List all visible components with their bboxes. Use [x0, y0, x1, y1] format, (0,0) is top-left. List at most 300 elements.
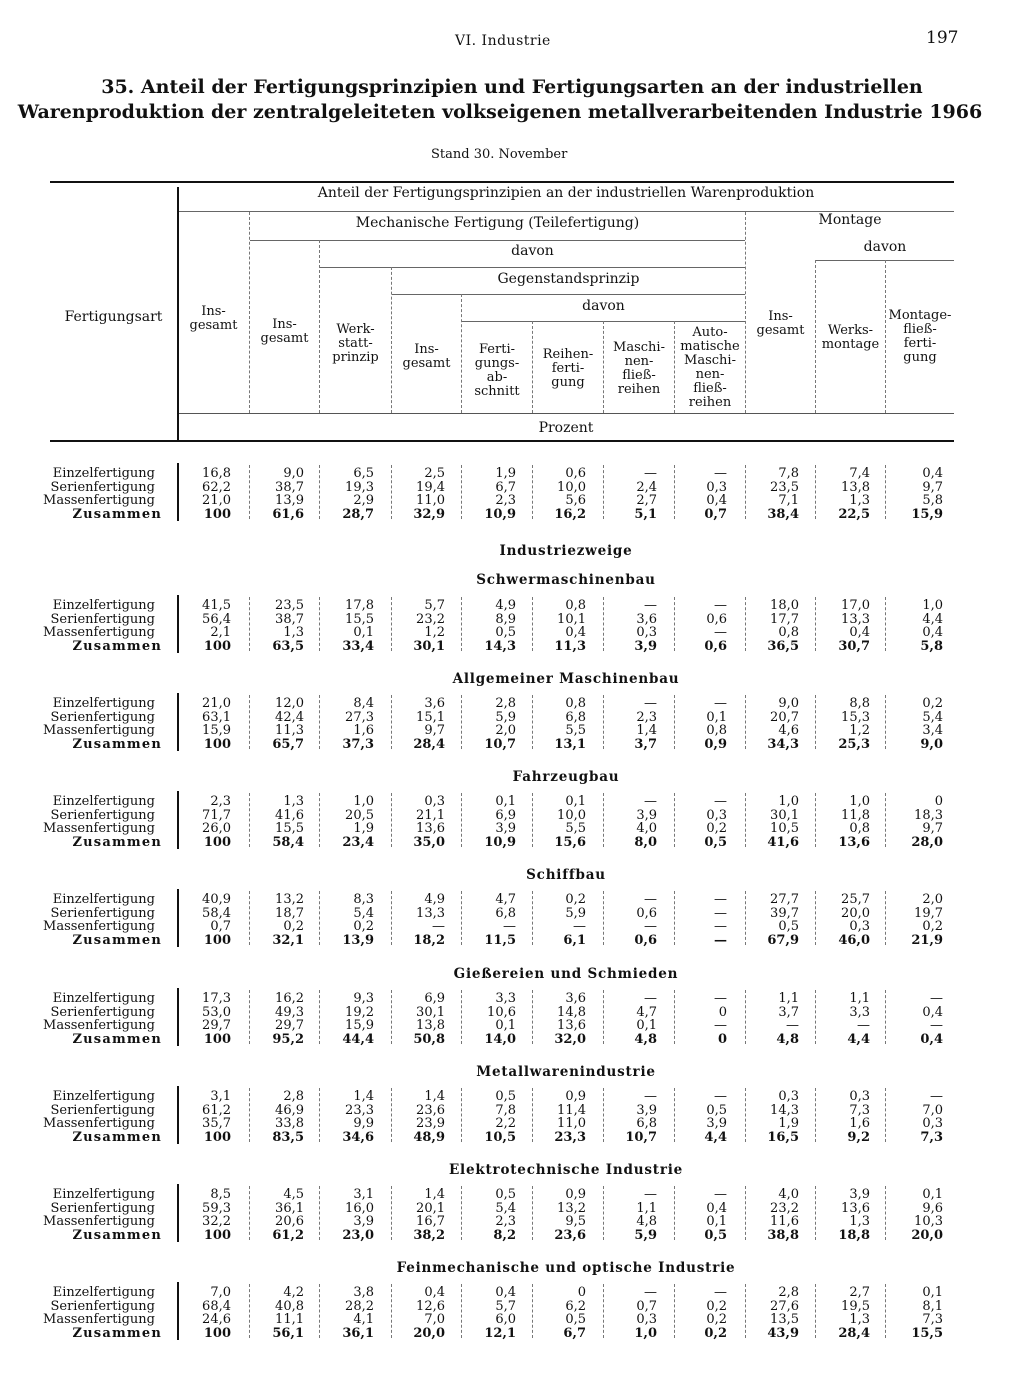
- cell-value: 38,2: [413, 1227, 445, 1243]
- table-title-line1: 35. Anteil der Fertigungsprinzipien und Fertigungsarten an der industriellen: [101, 76, 923, 98]
- cell-value: 7,3: [920, 1129, 943, 1145]
- cell-value: —: [644, 598, 657, 613]
- cell-value: 30,1: [770, 807, 799, 823]
- row-label: Einzelfertigung: [52, 696, 155, 711]
- cell-value: 0,5: [495, 1187, 516, 1202]
- cell-value: 100: [203, 638, 231, 654]
- cell-value: 1,0: [778, 794, 799, 809]
- cell-value: 1,0: [353, 794, 374, 809]
- cell-value: 9,2: [847, 1129, 870, 1145]
- cell-value: 4,8: [636, 1214, 657, 1230]
- cell-value: 4,1: [353, 1312, 374, 1328]
- cell-value: 53,0: [202, 1004, 231, 1020]
- cell-value: 13,8: [841, 479, 870, 495]
- cell-value: 7,3: [849, 1102, 870, 1118]
- cell-value: —: [714, 1018, 727, 1034]
- cell-value: 16,7: [416, 1214, 445, 1230]
- cell-value: 2,3: [495, 493, 516, 509]
- cell-value: 42,4: [275, 709, 304, 725]
- cell-value: 0,5: [704, 834, 727, 850]
- cell-value: 11,1: [275, 1312, 304, 1328]
- cell-value: 0,2: [922, 696, 943, 711]
- cell-value: 5,1: [634, 506, 657, 522]
- cell-value: 4,7: [636, 1004, 657, 1020]
- cell-value: 23,2: [416, 611, 445, 627]
- row-label: Serienfertigung: [50, 611, 155, 627]
- cell-value: 7,3: [922, 1312, 943, 1328]
- col-header-automatische: Auto- matische Maschi- nen- fließ- reihen: [680, 325, 740, 410]
- cell-value: 0,2: [706, 1312, 727, 1328]
- cell-value: 36,5: [767, 638, 799, 654]
- cell-value: 0: [577, 1285, 586, 1300]
- cell-value: 0,4: [922, 466, 943, 481]
- cell-value: —: [644, 794, 657, 809]
- cell-value: 20,7: [770, 709, 799, 725]
- cell-value: 0,6: [565, 466, 586, 481]
- cell-value: 100: [203, 1227, 231, 1243]
- cell-value: 4,9: [495, 598, 516, 613]
- cell-value: —: [644, 1187, 657, 1202]
- row-label: Massenfertigung: [43, 1116, 155, 1132]
- cell-value: 8,3: [353, 892, 374, 907]
- cell-value: 5,7: [495, 1298, 516, 1314]
- col-header-insgesamt-montage: Ins- gesamt: [756, 309, 805, 338]
- cell-value: 1,0: [634, 1325, 657, 1341]
- cell-value: 14,3: [770, 1102, 799, 1118]
- group-title: Schwermaschinenbau: [476, 572, 656, 588]
- cell-value: 28,4: [838, 1325, 870, 1341]
- cell-value: 27,6: [770, 1298, 799, 1314]
- cell-value: 15,5: [911, 1325, 943, 1341]
- cell-value: 0,8: [706, 723, 727, 739]
- cell-value: 23,6: [554, 1227, 586, 1243]
- cell-value: 68,4: [202, 1298, 231, 1314]
- cell-value: —: [714, 905, 727, 921]
- cell-value: 59,3: [202, 1200, 231, 1216]
- cell-value: 13,6: [416, 821, 445, 837]
- cell-value: 18,2: [413, 932, 445, 948]
- cell-value: 3,1: [210, 1089, 231, 1104]
- cell-value: 0,4: [495, 1285, 516, 1300]
- cell-value: 22,5: [838, 506, 870, 522]
- row-label: Einzelfertigung: [52, 598, 155, 613]
- cell-value: 10,5: [484, 1129, 516, 1145]
- cell-value: 0,7: [636, 1298, 657, 1314]
- group-title: Schiffbau: [526, 867, 606, 883]
- cell-value: 20,1: [416, 1200, 445, 1216]
- cell-value: 16,8: [202, 466, 231, 481]
- cell-value: 56,4: [202, 611, 231, 627]
- cell-value: 0,2: [565, 892, 586, 907]
- industriezweige-heading: Industriezweige: [499, 543, 633, 559]
- cell-value: 13,6: [838, 834, 870, 850]
- cell-value: 15,9: [202, 723, 231, 739]
- cell-value: 0,4: [922, 1004, 943, 1020]
- cell-value: —: [432, 919, 445, 935]
- row-label: Serienfertigung: [50, 807, 155, 823]
- row-label: Massenfertigung: [43, 919, 155, 935]
- col-header-werkstattprinzip: Werk- statt- prinzip: [332, 322, 379, 365]
- cell-value: 2,8: [495, 696, 516, 711]
- cell-value: 50,8: [413, 1031, 445, 1047]
- cell-value: 2,4: [636, 479, 657, 495]
- cell-value: 5,7: [424, 598, 445, 613]
- cell-value: 4,9: [424, 892, 445, 907]
- cell-value: 0,4: [565, 625, 586, 641]
- cell-value: 3,6: [636, 611, 657, 627]
- cell-value: 1,0: [922, 598, 943, 613]
- row-label: Massenfertigung: [43, 493, 155, 509]
- cell-value: 5,4: [922, 709, 943, 725]
- col-header-reihenfertigung: Reihen- ferti- gung: [542, 347, 594, 390]
- cell-value: 10,9: [484, 834, 516, 850]
- cell-value: 21,0: [202, 696, 231, 711]
- cell-value: 2,8: [778, 1285, 799, 1300]
- cell-value: 58,4: [272, 834, 304, 850]
- cell-value: 18,7: [275, 905, 304, 921]
- cell-value: 21,0: [202, 493, 231, 509]
- cell-value: 2,7: [636, 493, 657, 509]
- cell-value: 83,5: [272, 1129, 304, 1145]
- cell-value: 1,9: [778, 1116, 799, 1132]
- cell-value: 15,5: [345, 611, 374, 627]
- cell-value: 36,1: [342, 1325, 374, 1341]
- cell-value: 7,8: [778, 466, 799, 481]
- cell-value: 29,7: [202, 1018, 231, 1034]
- cell-value: 28,0: [911, 834, 943, 850]
- header-prozent: Prozent: [538, 420, 594, 436]
- cell-value: 0: [717, 1031, 727, 1047]
- cell-value: 21,9: [911, 932, 943, 948]
- cell-value: 13,6: [557, 1018, 586, 1034]
- cell-value: 30,1: [416, 1004, 445, 1020]
- cell-value: —: [573, 919, 586, 935]
- cell-value: 13,6: [841, 1200, 870, 1216]
- cell-value: —: [644, 466, 657, 481]
- cell-value: 23,5: [275, 598, 304, 613]
- cell-value: 41,5: [202, 598, 231, 613]
- cell-value: 23,0: [342, 1227, 374, 1243]
- cell-value: 0,3: [636, 625, 657, 641]
- cell-value: 0,1: [706, 1214, 727, 1230]
- cell-value: 0,1: [636, 1018, 657, 1034]
- cell-value: 9,7: [922, 821, 943, 837]
- cell-value: 48,9: [413, 1129, 445, 1145]
- cell-value: 10,5: [770, 821, 799, 837]
- cell-value: 3,9: [636, 807, 657, 823]
- cell-value: 100: [203, 1325, 231, 1341]
- col-header-insgesamt-gegen: Ins- gesamt: [402, 342, 451, 371]
- cell-value: 13,9: [275, 493, 304, 509]
- cell-value: 11,3: [275, 723, 304, 739]
- cell-value: 1,3: [849, 1214, 870, 1230]
- cell-value: 3,9: [634, 638, 657, 654]
- cell-value: 0,7: [210, 919, 231, 935]
- cell-value: 23,3: [345, 1102, 374, 1118]
- cell-value: 49,3: [275, 1004, 304, 1020]
- cell-value: 1,3: [283, 794, 304, 809]
- cell-value: 46,0: [838, 932, 870, 948]
- cell-value: 20,0: [413, 1325, 445, 1341]
- cell-value: 0,1: [495, 794, 516, 809]
- cell-value: 8,8: [849, 696, 870, 711]
- cell-value: 19,2: [345, 1004, 374, 1020]
- cell-value: 0: [718, 1004, 727, 1020]
- cell-value: 17,7: [770, 611, 799, 627]
- cell-value: 100: [203, 834, 231, 850]
- cell-value: 13,3: [416, 905, 445, 921]
- cell-value: 2,3: [495, 1214, 516, 1230]
- group-title: Elektrotechnische Industrie: [448, 1162, 684, 1178]
- cell-value: 0,4: [849, 625, 870, 641]
- cell-value: 5,4: [353, 905, 374, 921]
- cell-value: 0,1: [495, 1018, 516, 1034]
- cell-value: 40,9: [202, 892, 231, 907]
- cell-value: —: [644, 919, 657, 935]
- cell-value: —: [644, 892, 657, 907]
- cell-value: 10,3: [914, 1214, 943, 1230]
- header-davon-mech: davon: [511, 243, 554, 259]
- cell-value: 9,7: [922, 479, 943, 495]
- group-title: Fahrzeugbau: [512, 769, 620, 785]
- cell-value: 8,2: [493, 1227, 516, 1243]
- row-label: Massenfertigung: [43, 1312, 155, 1328]
- cell-value: 20,5: [345, 807, 374, 823]
- cell-value: 3,9: [636, 1102, 657, 1118]
- table-title-line2: Warenproduktion der zentralgeleiteten volkseigenen metallverarbeitenden Industrie 1966: [17, 101, 983, 123]
- cell-value: 0,4: [922, 625, 943, 641]
- cell-value: 1,9: [353, 821, 374, 837]
- cell-value: —: [714, 1089, 727, 1104]
- cell-value: 62,2: [202, 479, 231, 495]
- cell-value: 13,8: [416, 1018, 445, 1034]
- cell-value: 20,6: [275, 1214, 304, 1230]
- cell-value: 1,0: [849, 794, 870, 809]
- cell-value: 23,4: [342, 834, 374, 850]
- cell-value: 11,3: [554, 638, 586, 654]
- cell-value: 0,5: [495, 1089, 516, 1104]
- cell-value: 3,7: [778, 1004, 799, 1020]
- cell-value: 20,0: [911, 1227, 943, 1243]
- cell-value: 7,0: [210, 1285, 231, 1300]
- cell-value: 3,3: [849, 1004, 870, 1020]
- cell-value: 11,0: [416, 493, 445, 509]
- cell-value: 36,1: [275, 1200, 304, 1216]
- cell-value: 0,3: [849, 919, 870, 935]
- vline-header-3: [391, 267, 392, 413]
- cell-value: —: [930, 1018, 943, 1034]
- cell-value: 23,5: [770, 479, 799, 495]
- cell-value: 29,7: [275, 1018, 304, 1034]
- cell-value: 19,7: [914, 905, 943, 921]
- cell-value: 5,5: [565, 821, 586, 837]
- row-label: Serienfertigung: [50, 709, 155, 725]
- cell-value: 0,3: [922, 1116, 943, 1132]
- cell-value: 0,2: [706, 1298, 727, 1314]
- cell-value: 2,0: [922, 892, 943, 907]
- row-label-total: Zusammen: [72, 638, 162, 654]
- prozent-top-rule: [178, 413, 954, 414]
- cell-value: 8,5: [210, 1187, 231, 1202]
- cell-value: 25,7: [841, 892, 870, 907]
- row-label-total: Zusammen: [72, 932, 162, 948]
- header-fertigungsart: Fertigungsart: [64, 309, 163, 325]
- cell-value: 1,3: [849, 1312, 870, 1328]
- cell-value: 5,4: [495, 1200, 516, 1216]
- row-label: Massenfertigung: [43, 1018, 155, 1034]
- cell-value: 6,8: [495, 905, 516, 921]
- cell-value: 58,4: [202, 905, 231, 921]
- cell-value: 63,1: [202, 709, 231, 725]
- cell-value: 1,4: [636, 723, 657, 739]
- cell-value: 5,6: [565, 493, 586, 509]
- span-rule-5: [392, 294, 745, 295]
- cell-value: —: [714, 598, 727, 613]
- cell-value: 6,9: [495, 807, 516, 823]
- cell-value: 24,6: [202, 1312, 231, 1328]
- cell-value: 6,5: [353, 466, 374, 481]
- cell-value: 16,0: [345, 1200, 374, 1216]
- cell-value: 16,5: [767, 1129, 799, 1145]
- cell-value: 5,8: [920, 638, 943, 654]
- group-title: Gießereien und Schmieden: [453, 966, 679, 982]
- cell-value: 3,6: [565, 991, 586, 1006]
- cell-value: 0,1: [922, 1285, 943, 1300]
- cell-value: 27,3: [345, 709, 374, 725]
- cell-value: 18,3: [914, 807, 943, 823]
- cell-value: 21,1: [416, 807, 445, 823]
- cell-value: 2,2: [495, 1116, 516, 1132]
- row-label: Einzelfertigung: [52, 466, 155, 481]
- cell-value: 5,9: [634, 1227, 657, 1243]
- cell-value: 4,8: [634, 1031, 657, 1047]
- cell-value: 10,1: [557, 611, 586, 627]
- cell-value: 18,0: [770, 598, 799, 613]
- cell-value: 32,1: [272, 932, 304, 948]
- header-davon-montage: davon: [863, 239, 907, 255]
- header-top-rule: [50, 181, 954, 183]
- cell-value: 11,8: [841, 807, 870, 823]
- cell-value: 8,0: [634, 834, 657, 850]
- row-label: Einzelfertigung: [52, 1089, 155, 1104]
- cell-value: 7,0: [424, 1312, 445, 1328]
- cell-value: 46,9: [275, 1102, 304, 1118]
- row-label: Serienfertigung: [50, 905, 155, 921]
- cell-value: 30,1: [413, 638, 445, 654]
- cell-value: 23,2: [770, 1200, 799, 1216]
- cell-value: —: [644, 1285, 657, 1300]
- row-label-total: Zusammen: [72, 736, 162, 752]
- cell-value: 61,6: [272, 506, 304, 522]
- cell-value: 0,3: [636, 1312, 657, 1328]
- cell-value: 1,4: [353, 1089, 374, 1104]
- row-label-total: Zusammen: [72, 506, 162, 522]
- cell-value: 10,6: [487, 1004, 516, 1020]
- row-label: Serienfertigung: [50, 1102, 155, 1118]
- cell-value: 34,6: [342, 1129, 374, 1145]
- row-label: Massenfertigung: [43, 625, 155, 641]
- col-header-fertigungsabschnitt: Ferti- gungs- ab- schnitt: [474, 342, 520, 399]
- cell-value: —: [714, 991, 727, 1006]
- cell-value: 41,6: [275, 807, 304, 823]
- cell-value: 4,4: [704, 1129, 727, 1145]
- cell-value: 4,2: [283, 1285, 304, 1300]
- row-label: Serienfertigung: [50, 1298, 155, 1314]
- cell-value: 3,9: [495, 821, 516, 837]
- header-montage: Montage: [818, 212, 882, 228]
- cell-value: 16,2: [275, 991, 304, 1006]
- cell-value: 0,1: [706, 709, 727, 725]
- vline-header-1: [249, 212, 250, 413]
- row-label: Einzelfertigung: [52, 991, 155, 1006]
- group-title: Allgemeiner Maschinenbau: [452, 671, 680, 687]
- cell-value: 27,7: [770, 892, 799, 907]
- cell-value: 11,4: [557, 1102, 586, 1118]
- cell-value: —: [714, 1187, 727, 1202]
- cell-value: 13,3: [841, 611, 870, 627]
- cell-value: 11,5: [484, 932, 516, 948]
- page-number: 197: [926, 28, 959, 48]
- col-header-insgesamt-total: Ins- gesamt: [189, 304, 238, 333]
- row-label: Massenfertigung: [43, 723, 155, 739]
- cell-value: 28,4: [413, 736, 445, 752]
- cell-value: —: [930, 991, 943, 1006]
- cell-value: 95,2: [272, 1031, 304, 1047]
- cell-value: —: [714, 625, 727, 641]
- cell-value: 9,3: [353, 991, 374, 1006]
- cell-value: 0,7: [704, 506, 727, 522]
- cell-value: 4,4: [922, 611, 943, 627]
- cell-value: 8,9: [495, 611, 516, 627]
- cell-value: 7,0: [922, 1102, 943, 1118]
- cell-value: 17,3: [202, 991, 231, 1006]
- cell-value: —: [714, 696, 727, 711]
- cell-value: 2,7: [849, 1285, 870, 1300]
- cell-value: 13,1: [554, 736, 586, 752]
- cell-value: 0,2: [704, 1325, 727, 1341]
- cell-value: —: [857, 1018, 870, 1034]
- cell-value: 28,2: [345, 1298, 374, 1314]
- cell-value: 0,6: [636, 905, 657, 921]
- cell-value: 32,0: [554, 1031, 586, 1047]
- cell-value: 0,3: [706, 479, 727, 495]
- cell-value: 14,3: [484, 638, 516, 654]
- cell-value: —: [503, 919, 516, 935]
- cell-value: 0,6: [704, 638, 727, 654]
- cell-value: 23,9: [416, 1116, 445, 1132]
- cell-value: 0,9: [565, 1187, 586, 1202]
- cell-value: 12,1: [484, 1325, 516, 1341]
- cell-value: 0,3: [424, 794, 445, 809]
- cell-value: 6,2: [565, 1298, 586, 1314]
- cell-value: 61,2: [272, 1227, 304, 1243]
- row-label: Massenfertigung: [43, 821, 155, 837]
- cell-value: —: [714, 1285, 727, 1300]
- cell-value: 100: [203, 932, 231, 948]
- cell-value: 0,1: [922, 1187, 943, 1202]
- cell-value: 0,3: [778, 1089, 799, 1104]
- cell-value: 15,9: [345, 1018, 374, 1034]
- cell-value: 0,8: [849, 821, 870, 837]
- cell-value: 6,9: [424, 991, 445, 1006]
- cell-value: 65,7: [272, 736, 304, 752]
- cell-value: 39,7: [770, 905, 799, 921]
- cell-value: 3,8: [353, 1285, 374, 1300]
- cell-value: 6,7: [563, 1325, 586, 1341]
- cell-value: 0,4: [424, 1285, 445, 1300]
- section-heading: VI. Industrie: [455, 33, 551, 49]
- cell-value: 43,9: [767, 1325, 799, 1341]
